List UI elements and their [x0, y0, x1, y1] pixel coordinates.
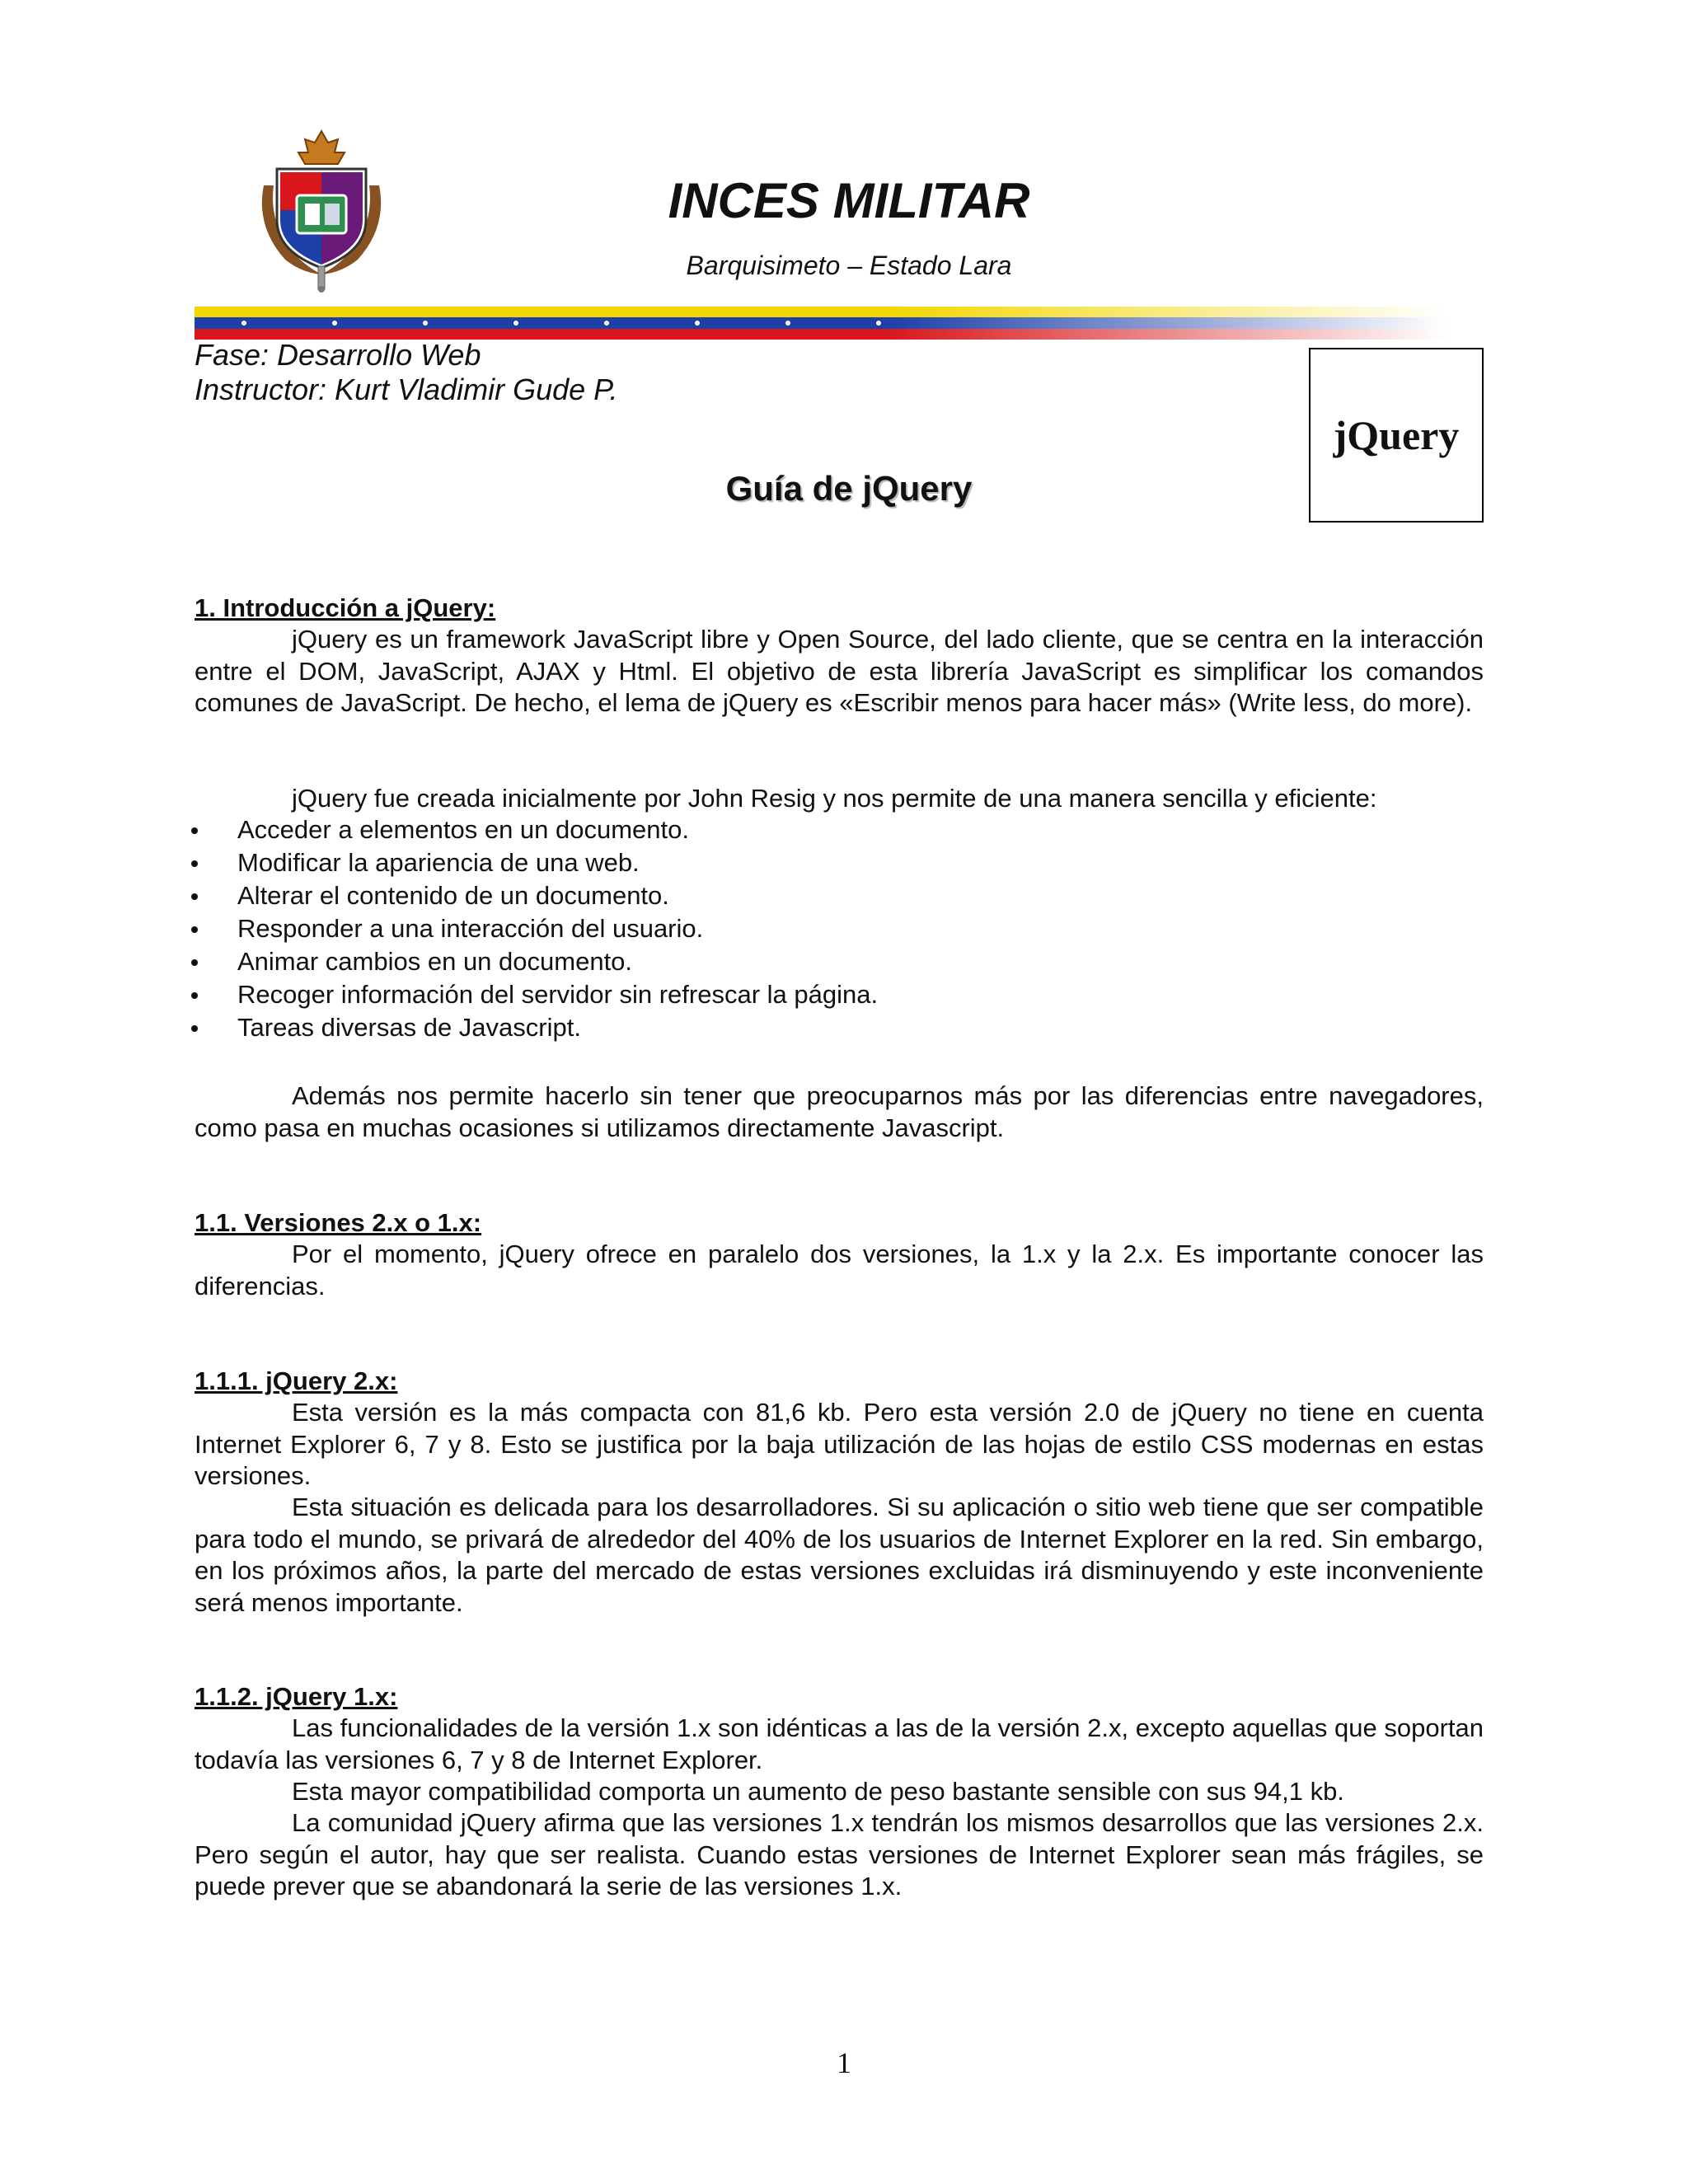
- list-item: Animar cambios en un documento.: [188, 945, 1484, 978]
- jquery-1x-paragraph-3: [195, 1807, 1484, 1903]
- crest-emblem-icon: [252, 128, 391, 293]
- paragraph-text: Por el momento, jQuery ofrece en paralelo dos versiones, la 1.x y la 2.x. Es importante conocer las diferencias.: [195, 1240, 1484, 1301]
- document-title: Guía de jQuery: [725, 469, 973, 508]
- jquery-2x-paragraph-2: [195, 1492, 1484, 1619]
- list-item: Alterar el contenido de un documento.: [188, 879, 1484, 912]
- section-heading-jquery-1x: 1.1.2. jQuery 1.x:: [195, 1682, 398, 1711]
- bullet-icon: [191, 860, 198, 867]
- paragraph-text: jQuery es un framework JavaScript libre y Open Source, del lado cliente, que se centra en la interacción entre el DOM, JavaScript, AJAX y Html. El objetivo de esta librería JavaScript es simplificar los comandos comunes de JavaScript. De hecho, el lema de jQuery es «Escribir menos para hacer más» (Write less, do more).: [195, 625, 1484, 717]
- intro-paragraph-3: [195, 1080, 1484, 1144]
- list-item: Responder a una interacción del usuario.: [188, 912, 1484, 945]
- intro-paragraph-1: [195, 624, 1484, 719]
- course-phase: Fase: Desarrollo Web: [195, 338, 481, 372]
- organization-location: Barquisimeto – Estado Lara: [686, 251, 1012, 280]
- instructor-name: Instructor: Kurt Vladimir Gude P.: [195, 373, 618, 406]
- paragraph-text: Además nos permite hacerlo sin tener que preocuparnos más por las diferencias entre navegadores, como pasa en muchas ocasiones si utilizamos directamente Javascript.: [195, 1081, 1484, 1142]
- bullet-icon: [191, 992, 198, 999]
- bullet-icon: [191, 893, 198, 900]
- intro-paragraph-2: [195, 783, 1484, 815]
- bullet-icon: [191, 926, 198, 933]
- paragraph-text: Las funcionalidades de la versión 1.x son idénticas a las de la versión 2.x, excepto aquellas que soportan todavía las versiones 6, 7 y 8 de Internet Explorer.: [195, 1713, 1484, 1774]
- bullet-icon: [191, 1025, 198, 1032]
- page-number: 1: [837, 2046, 851, 2079]
- jquery-1x-paragraph-1: [195, 1713, 1484, 1776]
- paragraph-text: Esta versión es la más compacta con 81,6 kb. Pero esta versión 2.0 de jQuery no tiene en cuenta Internet Explorer 6, 7 y 8. Esto se justifica por la baja utilización de las hojas de estilo CSS modernas en estas versiones.: [195, 1398, 1484, 1490]
- topic-label: jQuery: [1333, 412, 1460, 458]
- jquery-1x-paragraph-2: [195, 1776, 1484, 1808]
- paragraph-text: Esta mayor compatibilidad comporta un aumento de peso bastante sensible con sus 94,1 kb.: [292, 1777, 1344, 1806]
- intro-bullet-list: [195, 813, 1484, 1044]
- section-heading-versions: 1.1. Versiones 2.x o 1.x:: [195, 1208, 482, 1237]
- paragraph-text: jQuery fue creada inicialmente por John Resig y nos permite de una manera sencilla y eficiente:: [292, 784, 1377, 813]
- topic-box: [1309, 348, 1484, 523]
- bullet-icon: [191, 959, 198, 966]
- paragraph-text: La comunidad jQuery afirma que las versiones 1.x tendrán los mismos desarrollos que las versiones 2.x. Pero según el autor, hay que ser realista. Cuando estas versiones de Internet Explorer sean más frágiles, se puede prever que se abandonará la serie de las versiones 1.x.: [195, 1808, 1484, 1900]
- jquery-2x-paragraph-1: [195, 1397, 1484, 1493]
- section-heading-jquery-2x: 1.1.1. jQuery 2.x:: [195, 1366, 398, 1395]
- list-item: Acceder a elementos en un documento.: [188, 813, 1484, 846]
- list-item: Tareas diversas de Javascript.: [188, 1011, 1484, 1044]
- list-item: Modificar la apariencia de una web.: [188, 846, 1484, 879]
- list-item: Recoger información del servidor sin refrescar la página.: [188, 978, 1484, 1011]
- section-heading-intro: 1. Introducción a jQuery:: [195, 593, 496, 622]
- organization-title: INCES MILITAR: [668, 173, 1030, 228]
- bullet-icon: [191, 827, 198, 834]
- versions-paragraph-1: [195, 1239, 1484, 1302]
- paragraph-text: Esta situación es delicada para los desarrolladores. Si su aplicación o sitio web tiene que ser compatible para todo el mundo, se privará de alrededor del 40% de los usuarios de Internet Explorer en la red. Sin embargo, en los próximos años, la parte del mercado de estas versiones excluidas irá disminuyendo y este inconveniente será menos importante.: [195, 1493, 1484, 1617]
- flag-band: [195, 307, 1447, 340]
